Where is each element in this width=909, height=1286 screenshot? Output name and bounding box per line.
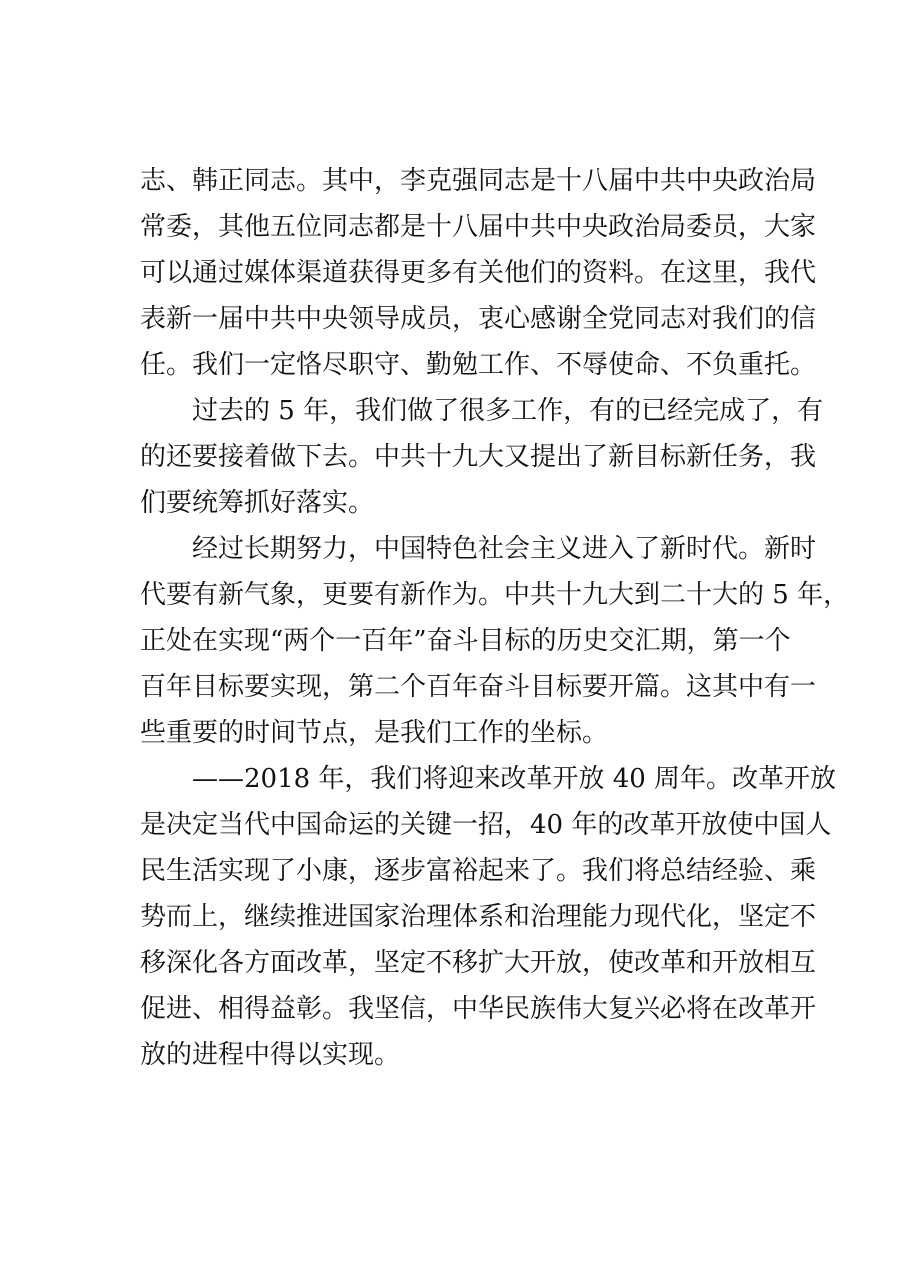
text-line: 些重要的时间节点，是我们工作的坐标。 xyxy=(140,718,609,748)
text-line: 过去的 5 年，我们做了很多工作，有的已经完成了，有 xyxy=(192,396,824,426)
text-line: 放的进程中得以实现。 xyxy=(140,1040,401,1070)
text-line: 常委，其他五位同志都是十八届中共中央政治局委员，大家 xyxy=(140,212,817,242)
text-line: ——2018 年，我们将迎来改革开放 40 周年。改革开放 xyxy=(192,764,837,794)
text-line: 促进、相得益彰。我坚信，中华民族伟大复兴必将在改革开 xyxy=(140,994,817,1024)
text-line: 代要有新气象，更要有新作为。中共十九大到二十大的 5 年， xyxy=(140,580,850,610)
text-line: 志、韩正同志。其中，李克强同志是十八届中共中央政治局 xyxy=(140,166,817,196)
text-line: 正处在实现“两个一百年”奋斗目标的历史交汇期，第一个 xyxy=(140,626,791,656)
text-line: 是决定当代中国命运的关键一招，40 年的改革开放使中国人 xyxy=(140,810,832,840)
text-line: 百年目标要实现，第二个百年奋斗目标要开篇。这其中有一 xyxy=(140,672,817,702)
text-line: 移深化各方面改革，坚定不移扩大开放，使改革和开放相互 xyxy=(140,948,817,978)
text-line: 势而上，继续推进国家治理体系和治理能力现代化，坚定不 xyxy=(140,902,817,932)
text-line: 经过长期努力，中国特色社会主义进入了新时代。新时 xyxy=(192,534,817,564)
body-text xyxy=(140,158,850,1078)
text-line: 民生活实现了小康，逐步富裕起来了。我们将总结经验、乘 xyxy=(140,856,817,886)
text-line: 任。我们一定恪尽职守、勤勉工作、不辱使命、不负重托。 xyxy=(140,350,817,380)
text-line: 表新一届中共中央领导成员，衷心感谢全党同志对我们的信 xyxy=(140,304,817,334)
text-line: 的还要接着做下去。中共十九大又提出了新目标新任务，我 xyxy=(140,442,817,472)
text-line: 们要统筹抓好落实。 xyxy=(140,488,375,518)
text-line: 可以通过媒体渠道获得更多有关他们的资料。在这里，我代 xyxy=(140,258,817,288)
